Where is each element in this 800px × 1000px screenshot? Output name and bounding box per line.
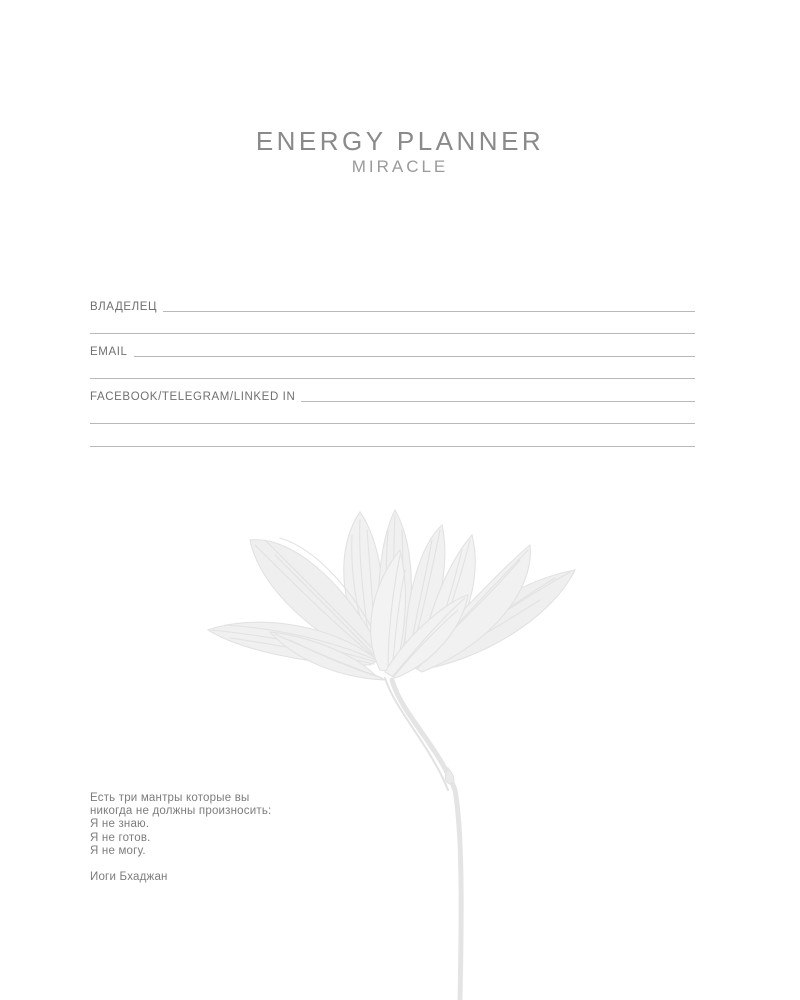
social-label: FACEBOOK/TELEGRAM/LINKED IN [90, 390, 296, 403]
quote-line: Я не готов. [90, 831, 151, 844]
quote-block [90, 792, 271, 884]
quote-line: Я не могу. [90, 844, 146, 857]
form-row-owner[interactable] [90, 292, 695, 315]
owner-label: ВЛАДЕЛЕЦ [90, 300, 158, 313]
blank-line[interactable] [90, 333, 695, 334]
blank-line[interactable] [90, 423, 695, 424]
quote-line: никогда не должны произносить: [90, 805, 272, 818]
form-row-blank[interactable] [90, 427, 695, 450]
form-row-social[interactable] [90, 382, 695, 405]
page-subtitle: MIRACLE [351, 157, 449, 176]
quote-line: Есть три мантры которые вы [90, 792, 250, 804]
form-row-email[interactable] [90, 337, 695, 360]
blank-line[interactable] [90, 446, 695, 447]
quote-author: Иоги Бхаджан [90, 871, 168, 884]
owner-info-form [90, 292, 695, 450]
page-title: ENERGY PLANNER [255, 126, 545, 156]
email-line[interactable] [134, 356, 695, 357]
lotus-flower-icon [200, 500, 580, 1000]
social-line[interactable] [301, 401, 695, 402]
form-row-blank[interactable] [90, 405, 695, 428]
quote-line: Я не знаю. [90, 818, 150, 831]
form-row-blank[interactable] [90, 315, 695, 338]
owner-line[interactable] [163, 311, 695, 312]
form-row-blank[interactable] [90, 360, 695, 383]
page-header [0, 126, 800, 177]
email-label: EMAIL [90, 345, 128, 358]
blank-line[interactable] [90, 378, 695, 379]
